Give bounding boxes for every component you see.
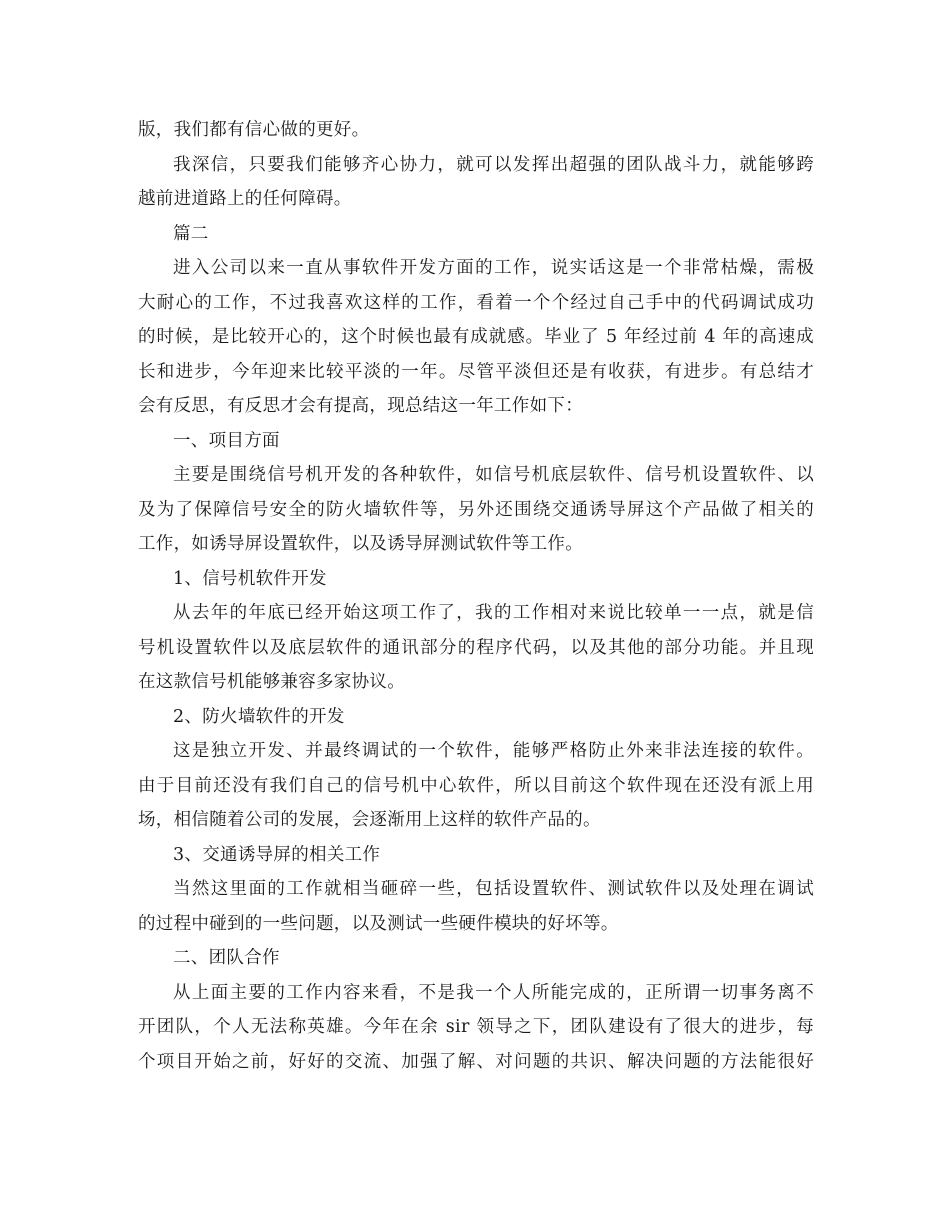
text-line: 的过程中碰到的一些问题，以及测试一些硬件模块的好坏等。 [138,913,619,934]
text-line: 我深信，只要我们能够齐心协力，就可以发挥出超强的团队战斗力，就能够跨 [173,154,814,175]
text-line: 开团队，个人无法称英雄。今年在余 sir 领导之下，团队建设有了很大的进步，每 [138,1017,814,1037]
text-line: 会有反思，有反思才会有提高，现总结这一年工作如下： [138,396,583,416]
text-line: 一、项目方面 [173,430,280,451]
document-body [138,113,814,1079]
text-line: 场，相信随着公司的发展，会逐渐用上这样的软件产品的。 [138,810,601,830]
text-line: 的时候，是比较开心的，这个时候也最有成就感。毕业了 5 年经过前 4 年的高速成 [138,327,814,347]
text-line: 2、防火墙软件的开发 [173,706,345,727]
text-line: 及为了保障信号安全的防火墙软件等，另外还围绕交通诱导屏这个产品做了相关的 [138,499,814,520]
text-line: 进入公司以来一直从事软件开发方面的工作，说实话这是一个非常枯燥，需极 [173,258,814,278]
text-line: 篇二 [173,223,209,244]
text-line: 个项目开始之前，好好的交流、加强了解、对问题的共识、解决问题的方法能很好 [138,1051,814,1072]
text-line: 这是独立开发、并最终调试的一个软件，能够严格防止外来非法连接的软件。 [173,741,814,761]
text-line: 长和进步，今年迎来比较平淡的一年。尽管平淡但还是有收获，有进步。有总结才 [138,361,814,382]
text-line: 当然这里面的工作就相当砸碎一些，包括设置软件、测试软件以及处理在调试 [173,879,814,899]
text-line: 1、信号机软件开发 [173,568,327,589]
text-line: 由于目前还没有我们自己的信号机中心软件，所以目前这个软件现在还没有派上用 [138,775,814,796]
text-line: 3、交通诱导屏的相关工作 [173,844,381,865]
text-line: 工作，如诱导屏设置软件，以及诱导屏测试软件等工作。 [138,534,583,554]
text-line: 从去年的年底已经开始这项工作了，我的工作相对来说比较单一一点，就是信 [173,603,814,623]
text-line: 主要是围绕信号机开发的各种软件，如信号机底层软件、信号机设置软件、以 [173,465,814,485]
text-line: 号机设置软件以及底层软件的通讯部分的程序代码，以及其他的部分功能。并且现 [138,637,814,658]
text-line: 版，我们都有信心做的更好。 [138,120,370,140]
text-line: 在这款信号机能够兼容多家协议。 [138,672,405,692]
text-line: 大耐心的工作，不过我喜欢这样的工作，看着一个个经过自己手中的代码调试成功 [138,292,814,313]
text-line: 从上面主要的工作内容来看，不是我一个人所能完成的，正所谓一切事务离不 [173,982,814,1003]
text-line: 二、团队合作 [173,948,280,968]
text-line: 越前进道路上的任何障碍。 [138,189,352,209]
